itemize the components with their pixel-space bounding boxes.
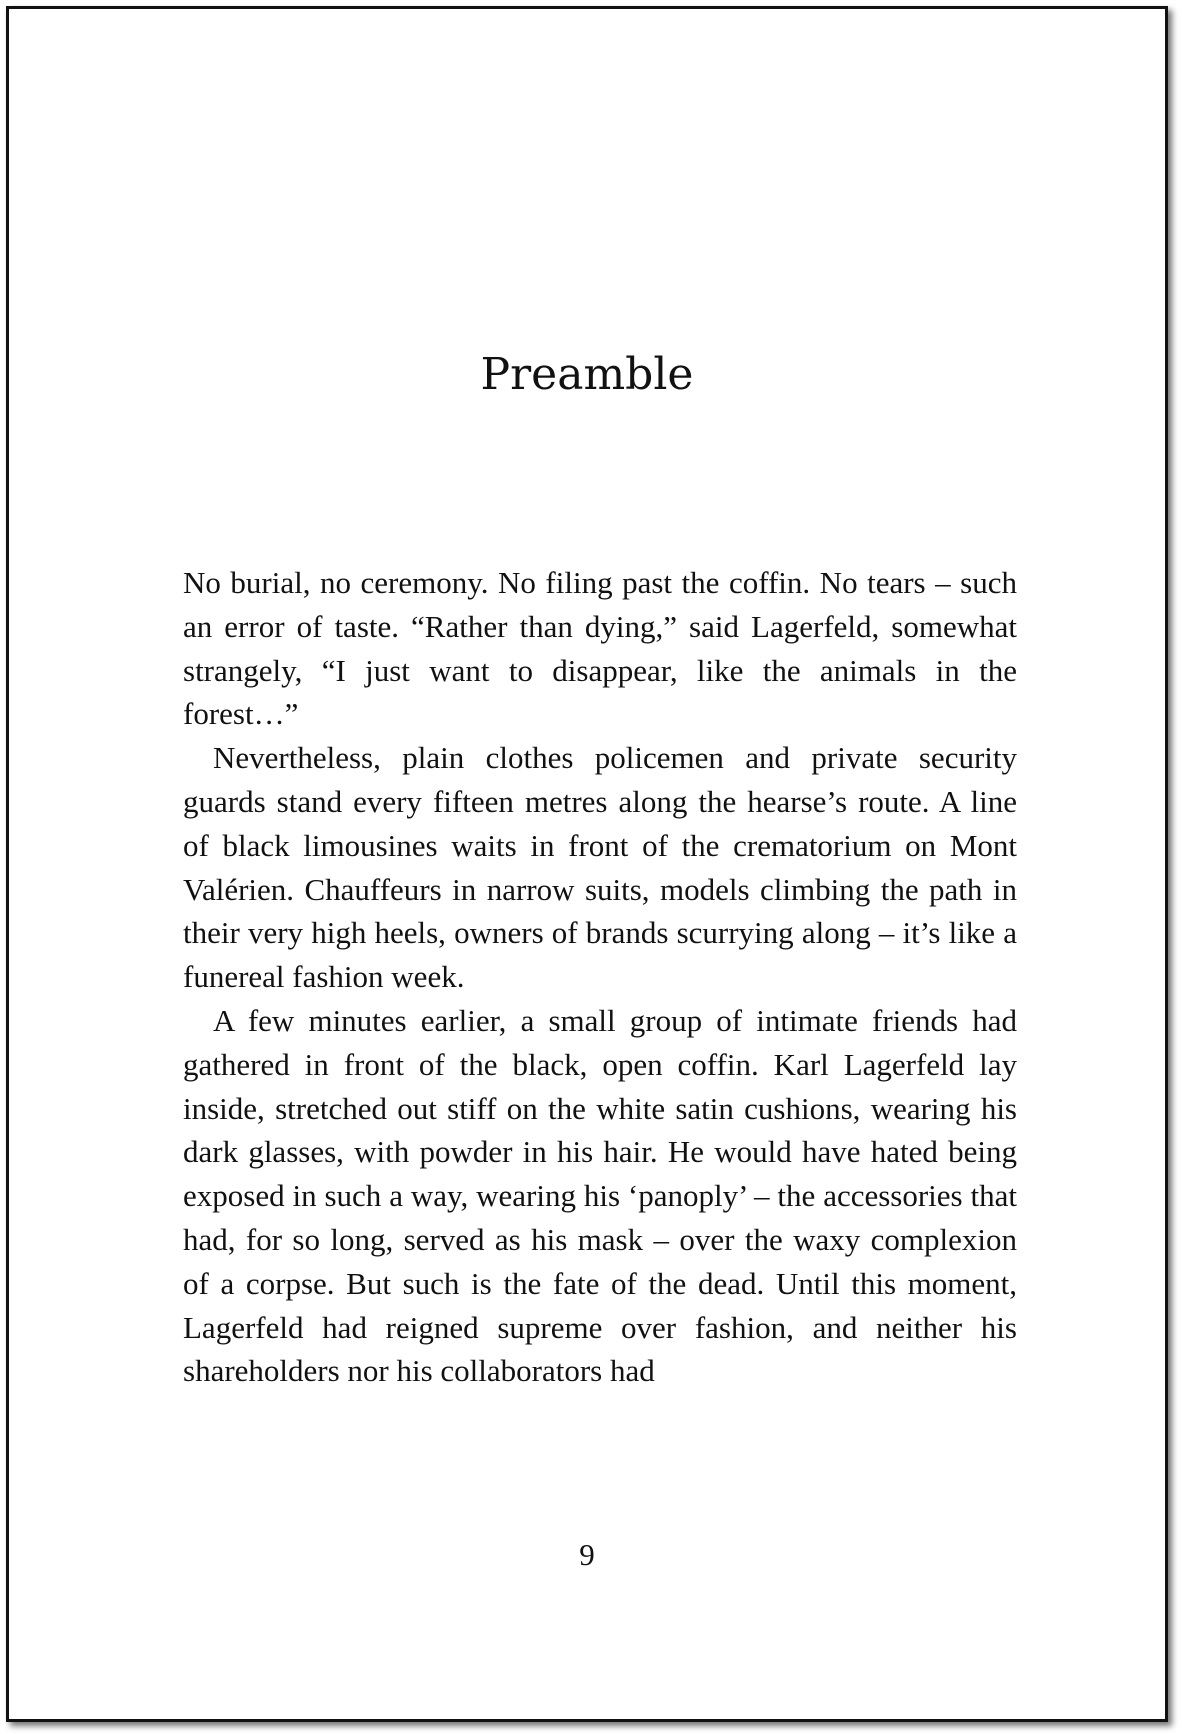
chapter-title: Preamble xyxy=(480,349,694,400)
page xyxy=(6,6,1168,1722)
paragraph-3: A few minutes earlier, a small group of intimate friends had gathered in front of the black, open coffin. Karl Lagerfeld lay inside, stretched out stiff on the white satin cushions, wearing his dark glasses, with powder in his hair. He would have hated being exposed in such a way, wearing his ‘panoply’ – the accessories that had, for so long, served as his mask – over the waxy complexion of a corpse. But such is the fate of the dead. Until this moment, Lagerfeld had reigned supreme over fashion, and neither his shareholders nor his collaborators had xyxy=(183,1002,1017,1389)
body-text xyxy=(183,561,1017,1393)
paragraph-1: No burial, no ceremony. No filing past the coffin. No tears – such an error of taste. “Rather than dying,” said Lagerfeld, somewhat strangely, “I just want to disappear, like the animals in the forest…” xyxy=(183,565,1017,732)
paragraph-2: Nevertheless, plain clothes policemen and private security guards stand every fifteen metres along the hearse’s route. A line of black limousines waits in front of the crematorium on Mont Valérien. Chauffeurs in narrow suits, models climbing the path in their very high heels, owners of brands scurrying along – it’s like a funereal fashion week. xyxy=(183,740,1017,995)
page-number: 9 xyxy=(579,1537,595,1572)
